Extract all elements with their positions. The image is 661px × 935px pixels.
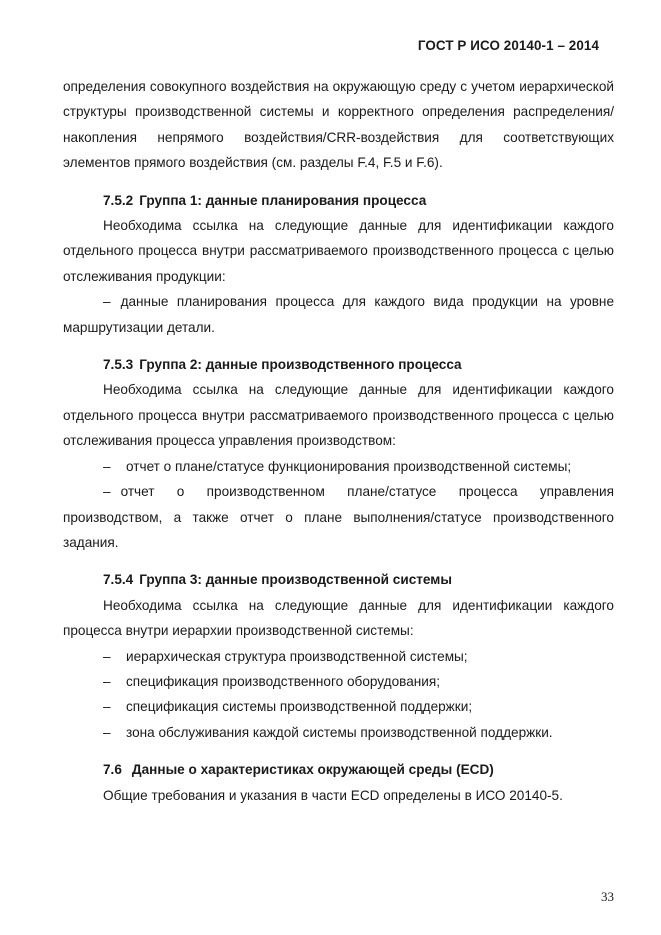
section-number: 7.5.4 (103, 572, 134, 588)
section-title: Данные о характеристиках окружающей среды (ECD) (131, 762, 494, 778)
dash-bullet: – (103, 648, 111, 664)
dash-bullet: – (103, 458, 111, 474)
list-item: – отчет о производственном плане/статусе процесса управления производством, а также отчет о плане выполнения/статусе производственного задания. (63, 484, 614, 550)
section-7-5-4-body: Необходима ссылка на следующие данные для идентификации каждого процесса внутри иерархии производственной системы: (63, 597, 614, 639)
page-content (63, 74, 614, 808)
section-number: 7.5.3 (103, 357, 134, 373)
page-number: 33 (601, 889, 614, 904)
section-title: Группа 2: данные производственного процесса (139, 357, 462, 373)
dash-bullet: – (103, 699, 111, 715)
document-header: ГОСТ Р ИСО 20140-1 – 2014 (417, 38, 599, 53)
list-item: – зона обслуживания каждой системы производственной поддержки. (63, 720, 614, 745)
section-7-6-heading (63, 757, 614, 782)
dash-bullet: – (103, 673, 111, 689)
list-item: – иерархическая структура производственной системы; (63, 644, 614, 669)
dash-bullet: – (103, 484, 111, 500)
dash-bullet: – (103, 724, 111, 740)
section-7-5-2-body: Необходима ссылка на следующие данные для идентификации каждого отдельного процесса внутри рассматриваемого производственного процесса с целью отслеживания продукции: (63, 218, 614, 284)
list-item: – спецификация системы производственной поддержки; (63, 694, 614, 719)
list-item: – отчет о плане/статусе функционирования производственной системы; (63, 454, 614, 479)
section-title: Группа 1: данные планирования процесса (139, 192, 427, 208)
section-7-5-2-heading (63, 188, 614, 213)
dash-bullet: – (103, 294, 111, 310)
section-number: 7.6 (103, 762, 122, 778)
section-number: 7.5.2 (103, 192, 134, 208)
section-7-5-4-heading (63, 567, 614, 592)
list-item: – спецификация производственного оборудования; (63, 669, 614, 694)
section-7-5-3-heading (63, 352, 614, 377)
list-item: – данные планирования процесса для каждого вида продукции на уровне маршрутизации детали. (63, 294, 614, 335)
section-7-5-3-body: Необходима ссылка на следующие данные для идентификации каждого отдельного процесса внутри рассматриваемого производственного процесса с целью отслеживания процесса управления производством: (63, 382, 614, 449)
section-7-6-body: Общие требования и указания в части ECD определены в ИСО 20140-5. (103, 787, 563, 803)
intro-paragraph: определения совокупного воздействия на окружающую среду с учетом иерархической структуры производственной системы и корректного определения распределения/накопления непрямого воздействия/CRR-воздействия для соответствующих элементов прямого воздействия (см. разделы F.4, F.5 и F.6). (63, 79, 614, 171)
section-title: Группа 3: данные производственной системы (139, 572, 452, 588)
